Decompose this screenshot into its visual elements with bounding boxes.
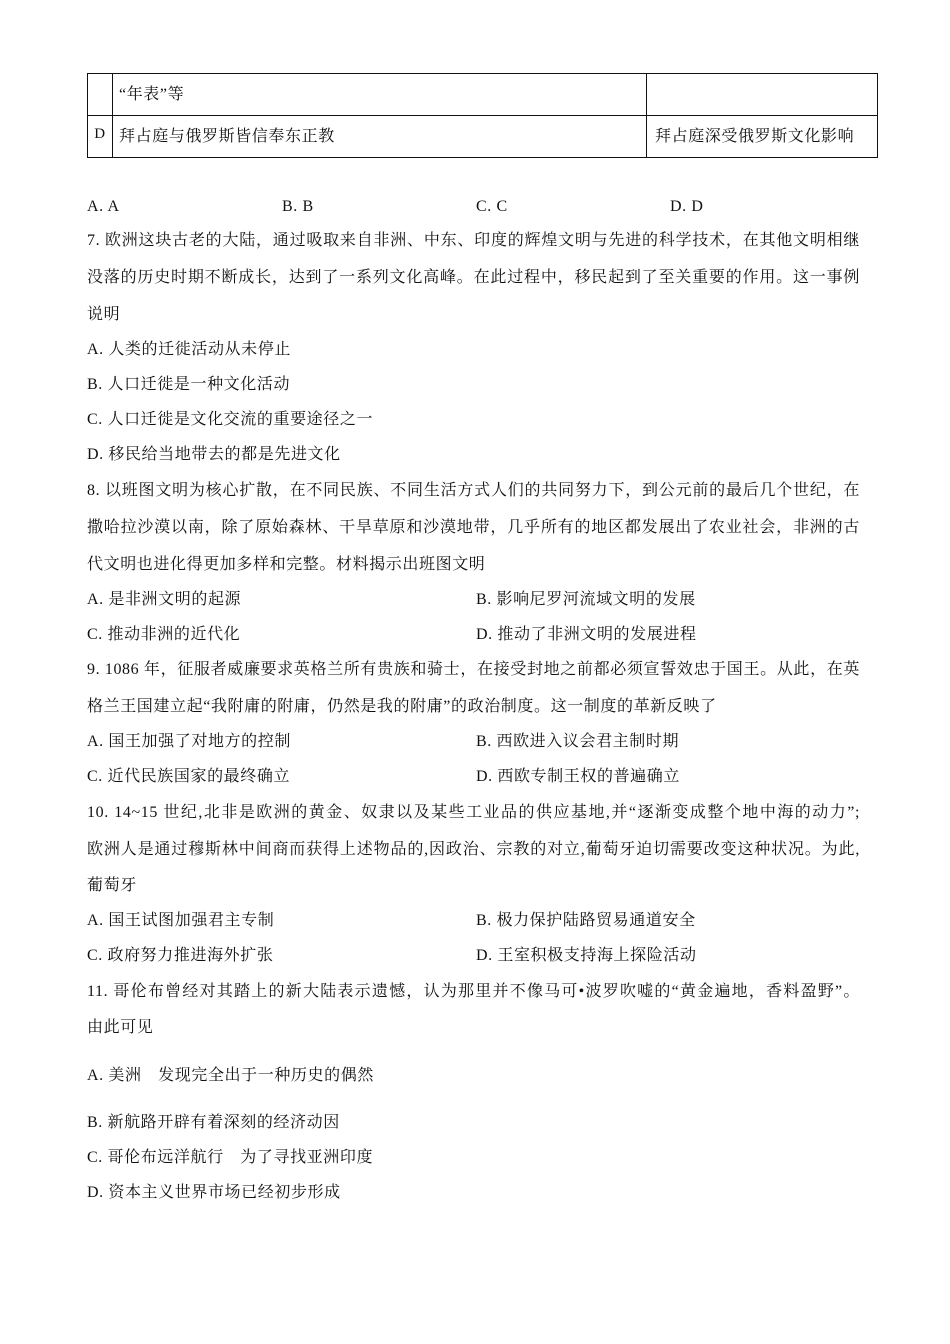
question-10-stem-line: 葡萄牙: [87, 877, 137, 894]
question-9-option-a: A. 国王加强了对地方的控制: [87, 733, 291, 750]
question-9-stem-line: 格兰王国建立起“我附庸的附庸，仍然是我的附庸”的政治制度。这一制度的革新反映了: [87, 698, 717, 715]
table-cell-material-text: “年表”等: [119, 86, 185, 103]
question-10-option-a: A. 国王试图加强君主专制: [87, 912, 275, 929]
question-7-option-b: B. 人口迁徙是一种文化活动: [87, 376, 291, 393]
table-row: [88, 116, 878, 158]
table-cell-material: [113, 74, 647, 116]
question-11-option-c: C. 哥伦布远洋航行 为了寻找亚洲印度: [87, 1149, 374, 1166]
question-7-option-c: C. 人口迁徙是文化交流的重要途径之一: [87, 411, 374, 428]
question-11-option-b: B. 新航路开辟有着深刻的经济动因: [87, 1114, 340, 1131]
question-7-option-a: A. 人类的迁徙活动从未停止: [87, 341, 291, 358]
question-6-option-d: D. D: [670, 198, 704, 215]
question-7-stem-line: 7. 欧洲这块古老的大陆，通过吸取来自非洲、中东、印度的辉煌文明与先进的科学技术，在其他文明相继: [87, 232, 860, 249]
question-10-option-b: B. 极力保护陆路贸易通道安全: [476, 912, 696, 929]
option-table: [87, 73, 878, 158]
question-11-stem-line: 11. 哥伦布曾经对其踏上的新大陆表示遗憾，认为那里并不像马可•波罗吹嘘的“黄金遍地，香料盈野”。: [87, 983, 860, 1000]
question-8-option-a: A. 是非洲文明的起源: [87, 591, 242, 608]
question-9-option-b: B. 西欧进入议会君主制时期: [476, 733, 680, 750]
question-10-option-c: C. 政府努力推进海外扩张: [87, 947, 274, 964]
question-8-stem-line: 撒哈拉沙漠以南，除了原始森林、干旱草原和沙漠地带，几乎所有的地区都发展出了农业社会，非洲的古: [87, 519, 860, 536]
table-cell-conclusion: [647, 116, 878, 158]
question-8-option-c: C. 推动非洲的近代化: [87, 626, 241, 643]
question-6-option-c: C. C: [476, 198, 508, 215]
table-cell-conclusion: [647, 74, 878, 116]
table-row: [88, 74, 878, 116]
question-7-stem-line: 没落的历史时期不断成长，达到了一系列文化高峰。在此过程中，移民起到了至关重要的作用。这一事例: [87, 269, 860, 286]
table-cell-material-text: 拜占庭与俄罗斯皆信奉东正教: [119, 128, 335, 145]
question-8-option-d: D. 推动了非洲文明的发展进程: [476, 626, 697, 643]
table-cell-letter: [88, 74, 113, 116]
question-6-option-b: B. B: [282, 198, 314, 215]
question-7-option-d: D. 移民给当地带去的都是先进文化: [87, 446, 341, 463]
question-10-stem-line: 10. 14~15 世纪,北非是欧洲的黄金、奴隶以及某些工业品的供应基地,并“逐渐变成整个地中海的动力”;: [87, 804, 860, 821]
question-8-stem-line: 8. 以班图文明为核心扩散，在不同民族、不同生活方式人们的共同努力下，到公元前的最后几个世纪，在: [87, 482, 860, 499]
question-9-stem-line: 9. 1086 年，征服者威廉要求英格兰所有贵族和骑士，在接受封地之前都必须宣誓效忠于国王。从此，在英: [87, 661, 860, 678]
question-6-option-a: A. A: [87, 198, 120, 215]
question-11-stem-line: 由此可见: [87, 1019, 154, 1036]
question-8-option-b: B. 影响尼罗河流域文明的发展: [476, 591, 696, 608]
question-10-stem-line: 欧洲人是通过穆斯林中间商而获得上述物品的,因政治、宗教的对立,葡萄牙迫切需要改变这种状况。为此,: [87, 841, 860, 858]
table-cell-letter: [88, 116, 113, 158]
question-7-stem-line: 说明: [87, 306, 121, 323]
question-8-stem-line: 代文明也进化得更加多样和完整。材料揭示出班图文明: [87, 556, 486, 573]
table-cell-conclusion-text: 拜占庭深受俄罗斯文化影响: [655, 128, 855, 145]
table-cell-letter-text: D: [94, 126, 106, 142]
question-9-option-c: C. 近代民族国家的最终确立: [87, 768, 291, 785]
question-11-option-a: A. 美洲 发现完全出于一种历史的偶然: [87, 1067, 374, 1084]
table-cell-material: [113, 116, 647, 158]
question-11-option-d: D. 资本主义世界市场已经初步形成: [87, 1184, 341, 1201]
question-9-option-d: D. 西欧专制王权的普遍确立: [476, 768, 680, 785]
question-10-option-d: D. 王室积极支持海上探险活动: [476, 947, 697, 964]
